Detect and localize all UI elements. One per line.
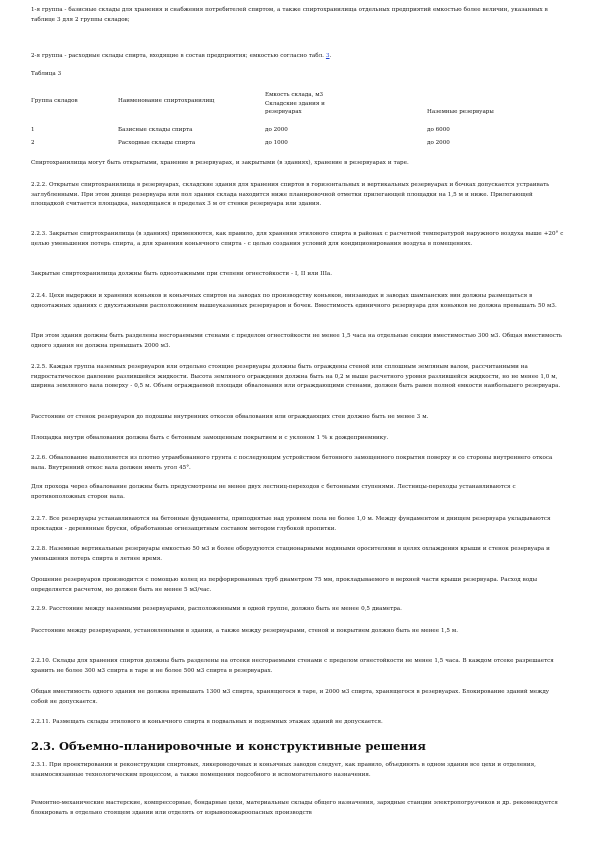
row-2-tanks: до 2000 <box>427 140 450 146</box>
paragraph: При этом здания должны быть разделены несгораемыми стенами с пределом огнестойкости не менее 1,5 часа на отдельные секции вместимостью 300 м3. Общая вместимость одного здания не должна превышать 2000 м3. <box>31 333 562 349</box>
paragraph: Общая вместимость одного здания не должна превышать 1300 м3 спирта, хранящегося в таре, и 2000 м3 спирта, хранящегося в резервуарах. Блокирование зданий между собой не допускается. <box>31 689 550 705</box>
paragraph: 2.2.9. Расстояние между наземными резервуарами, расположенными в одной группе, должно быть не менее 0,5 диаметра. <box>31 606 402 612</box>
header-tanks: Наземные резервуары <box>427 109 494 115</box>
row-1-name: Базисные склады спирта <box>118 127 193 133</box>
paragraph: 2.2.8. Наземные вертикальные резервуары емкостью 50 м3 и более оборудуются стационарными водяными оросителями в целях охлаждения крыши и стенок резервуара и уменьшения потерь спирта в летнее время. <box>31 546 550 562</box>
row-1-group: 1 <box>31 127 35 133</box>
paragraph: Расстояние между резервуарами, установленными в здании, а также между резервуарами, стеной и покрытием должно быть не менее 1,5 м. <box>31 628 459 634</box>
row-2-group: 2 <box>31 140 35 146</box>
paragraph: 2.2.2. Открытые спиртохранилища в резервуарах, складские здания для хранения спиртов в горизонтальных и вертикальных резервуарах и бочках допускается устраивать заглубленными. При этом днище резервуара или пол здания склада находится ниже планировочной отметки прилегающей площадки на 1,5 м и ниже. Прилегающей площадкой считается площадка, находящаяся в пределах 3 м от стенки резервуара или здания. <box>31 182 550 208</box>
header-capacity: Емкость склада, м3 <box>265 92 324 98</box>
paragraph: Орошение резервуаров производится с помощью колец из перфорированных труб диаметром 75 мм, прокладываемого в верхней части крыши резервуара. Расход воды определяется расчетом, но должен быть не менее 5 м3/час. <box>31 577 538 593</box>
paragraph: 2.2.7. Все резервуары устанавливаются на бетонные фундаменты, приподнятые над уровнем пола не более 1,0 м. Между фундаментом и днищем резервуара укладываются прокладки - деревянные бруски, обработанные огнезащитным составом методом глубокой пропитки. <box>31 516 551 532</box>
paragraph: 2.2.5. Каждая группа наземных резервуаров или отдельно стоящие резервуары должны быть ограждены стеной или сплошным земляным валом, рассчитанными на гидростатическое давление разлившейся жидкости. Высота земляного ограждения должна быть на 0,2 м выше расчетного уровня разлившейся жидкости, но не менее 1,0 м, ширина земляного вала поверху - 0,5 м. Объем ограждаемой площади обвалования или ограждающими стенами, должен быть равен полной емкости наибольшего резервуара. <box>31 364 561 390</box>
row-2-buildings: до 1000 <box>265 140 288 146</box>
paragraph: 2.3.1. При проектировании и реконструкции спиртовых, ликероводочных и коньячных заводов следует, как правило, объединять в одном здании все цехи и отделения, взаимосвязанные технологическим процессом, а также помещения подсобного и вспомогательного назначения. <box>31 762 536 778</box>
paragraph: 2.2.11. Размещать склады этилового и коньячного спирта в подвальных и подземных этажах зданий не допускается. <box>31 719 383 725</box>
section-heading: 2.3. Объемно-планировочные и конструктивные решения <box>31 739 426 753</box>
paragraph: Расстояние от стенок резервуаров до подошвы внутренних откосов обвалования или ограждающих стен должно быть не менее 3 м. <box>31 414 429 420</box>
row-1-tanks: до 6000 <box>427 127 450 133</box>
table-3-link[interactable]: 3 <box>325 53 330 59</box>
paragraph: 2.2.3. Закрытые спиртохранилища (в зданиях) применяются, как правило, для хранения этилового спирта в районах с расчетной температурой наружного воздуха выше +20° с целью уменьшения потерь спирта, а для хранения коньячного спирта - с целью создания условий для кондиционирования воздуха в помещениях. <box>31 231 564 247</box>
paragraph-group-2-text: 2-я группа - расходные склады спирта, входящие в состав предприятия; емкостью согласно табл. <box>31 53 324 59</box>
row-2-name: Расходные склады спирта <box>118 140 196 146</box>
header-group: Группа складов <box>31 98 78 104</box>
paragraph: Площадка внутри обвалования должна быть с бетонным замощенным покрытием и с уклоном 1 % к дождеприемнику. <box>31 435 389 441</box>
paragraph: 2.2.6. Обвалование выполняется из плотно утрамбованного грунта с последующим устройством бетонного замощенного покрытия поверху и со стороны внутреннего откоса вала. Внутренний откос вала должен иметь угол 45°. <box>31 455 553 471</box>
paragraph: Ремонтно-механические мастерские, компрессорные, бондарные цехи, материальные склады общего назначения, зарядные станции электропогрузчиков и др. рекомендуется блокировать в отдельно стоящем здании или отделять от взрывопожароопасных производств <box>31 800 558 816</box>
paragraph-group-2: 2-я группа - расходные склады спирта, входящие в состав предприятия; емкостью согласно табл. 3. <box>31 53 332 59</box>
paragraph-group-1: 1-я группа - базисные склады для хранения и снабжения потребителей спиртом, а также спиртохранилища отдельных предприятий емкостью более величин, указанных в таблице 3 для 2 группы складов; <box>31 7 548 23</box>
row-1-buildings: до 2000 <box>265 127 288 133</box>
header-name: Наименование спиртохранилищ <box>118 98 215 104</box>
paragraph: 2.2.10. Склады для хранения спиртов должны быть разделены на отсеки несгораемыми стенами с пределом огнестойкости не менее 1,5 часа. В каждом отсеке разрешается хранить не более 300 м3 спирта в таре и не более 500 м3 спирта в резервуарах. <box>31 658 554 674</box>
paragraph: 2.2.4. Цехи выдержки и хранения коньяков и коньячных спиртов на заводах по производству коньяков, винзаводах и заводах шампанских вин должны размещаться в одноэтажных зданиях с двухэтажными расположением вышеуказанных резервуаров и бочек. Вместимость единичного резервуара для коньяков не должна превышать 50 м3. <box>31 293 557 309</box>
paragraph: Для прохода через обвалование должны быть предусмотрены не менее двух лестниц-переходов с бетонными ступенями. Лестницы-переходы устанавливаются с противоположных сторон вала. <box>31 484 516 500</box>
paragraph: Закрытые спиртохранилища должны быть одноэтажными при степени огнестойкости - I, II или IIIа. <box>31 271 333 277</box>
header-buildings: Складские здания и резервуарах <box>265 101 325 115</box>
table-caption: Таблица 3 <box>31 71 62 77</box>
paragraph: Спиртохранилища могут быть открытыми, хранение в резервуарах, и закрытыми (в зданиях), хранение в резервуарах и таре. <box>31 160 409 166</box>
